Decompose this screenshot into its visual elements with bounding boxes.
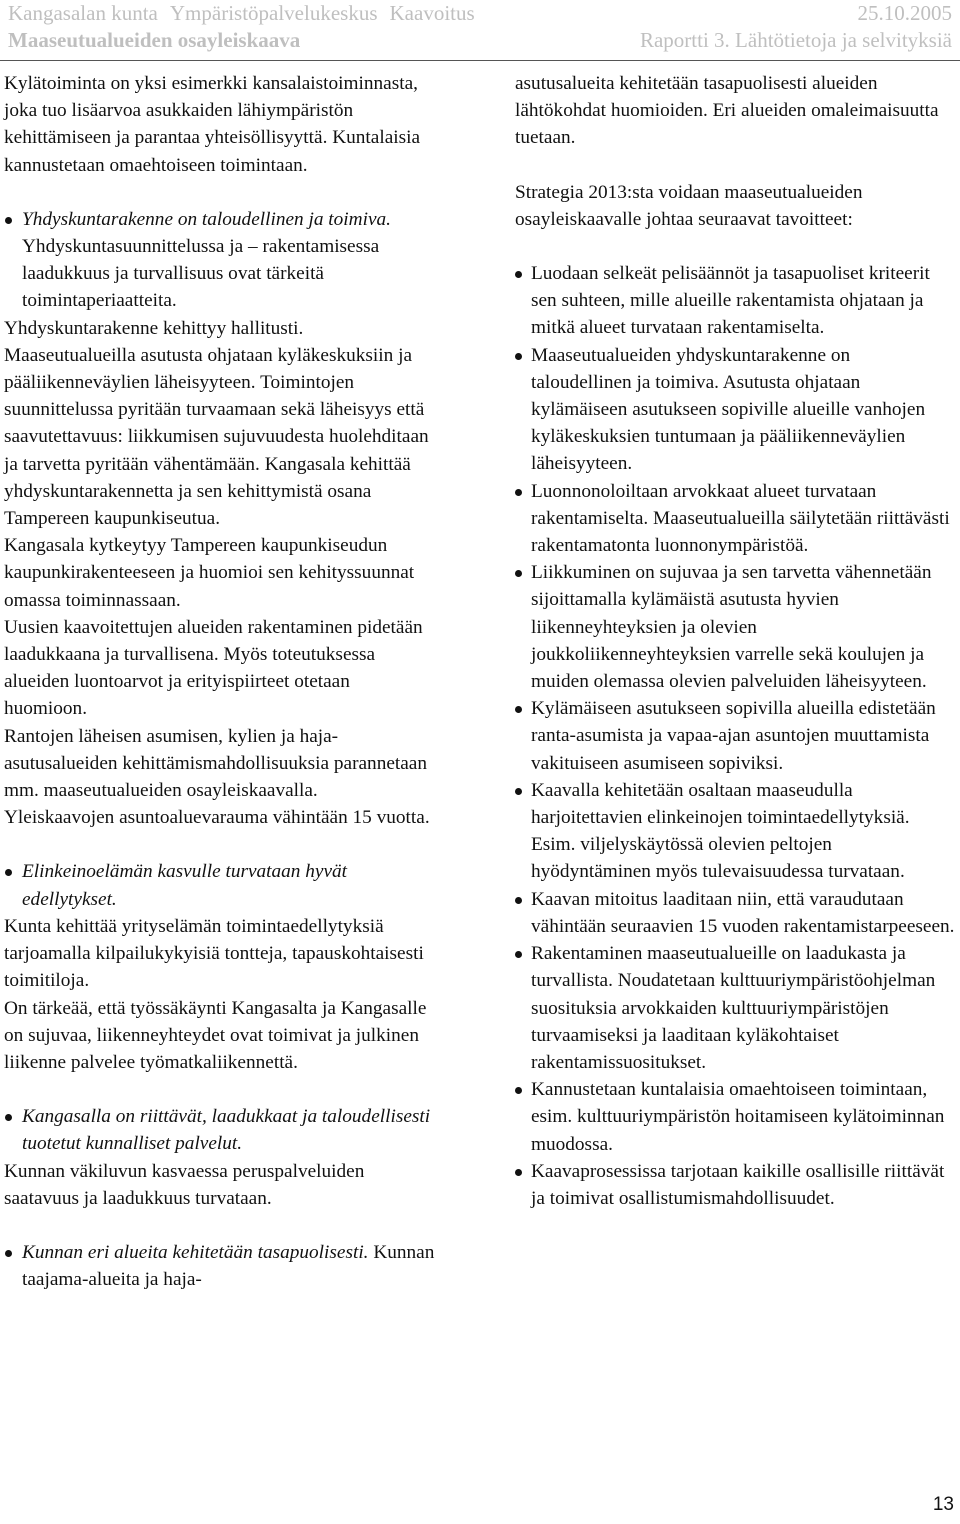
goal-bullet: Kannustetaan kuntalaisia omaehtoiseen toimintaan, esim. kulttuuriympäristön hoitamiseen kylätoiminnan muodossa. xyxy=(515,1076,955,1158)
bullet-item xyxy=(4,1103,436,1157)
bullet-item xyxy=(4,1239,436,1293)
paragraph: Kunnan väkiluvun kasvaessa peruspalveluiden saatavuus ja laadukkuus turvataan. xyxy=(4,1160,365,1209)
paragraph: Strategia 2013:sta voidaan maaseutualueiden osayleiskaavalle johtaa seuraavat tavoitteet: xyxy=(515,181,863,230)
paragraph: Uusien kaavoitettujen alueiden rakentaminen pidetään laadukkaana ja turvallisena. Myös toteutuksessa alueiden luontoarvot ja erityispiirteet otetaan huomioon. xyxy=(4,616,423,720)
bullet-heading: Elinkeinoelämän kasvulle turvataan hyvät edellytykset. xyxy=(22,861,348,910)
bullet-text: Kunnan taajama-alueita ja haja- xyxy=(22,1241,435,1291)
paragraph: Kunta kehittää yrityselämän toimintaedellytyksiä tarjoamalla kilpailukykyisiä tontteja, tapauskohtaisesti toimitiloja. xyxy=(4,915,424,992)
header-report: Raportti 3. Lähtötietoja ja selvityksiä xyxy=(639,28,952,52)
bullet-item xyxy=(4,206,436,315)
paragraph: On tärkeää, että työssäkäynti Kangasalta ja Kangasalle on sujuvaa, liikenneyhteydet ovat toimivat ja julkinen liikenne palvelee työmatkaliikennettä. xyxy=(4,997,427,1073)
left-column xyxy=(4,70,436,1293)
header-date: 25.10.2005 xyxy=(857,1,952,25)
bullet-heading: Kunnan eri alueita kehitetään tasapuolisesti. xyxy=(22,1241,369,1263)
bullet-heading: Kangasalla on riittävät, laadukkaat ja taloudellisesti tuotetut kunnalliset palvelut. xyxy=(22,1106,431,1155)
goal-bullet: Luodaan selkeät pelisäännöt ja tasapuoliset kriteerit sen suhteen, mille alueille rakentamista ohjataan ja mitkä alueet turvataan rakentamiselta. xyxy=(515,260,955,342)
goal-bullet: Liikkuminen on sujuvaa ja sen tarvetta vähennetään sijoittamalla kylämäistä asutusta hyvien liikenneyhteyksien ja olevien joukkoliikenneyhteyksien varrelle sekä koulujen ja muiden olemassa olevien palveluiden läheisyyteen. xyxy=(515,559,955,695)
paragraph: Yleiskaavojen asuntoaluevarauma vähintään 15 vuotta. xyxy=(4,807,430,829)
right-column xyxy=(515,70,955,1212)
bullet-text: Yhdyskuntasuunnittelussa ja – rakentamisessa laadukkuus ja turvallisuus ovat tärkeitä toimintaperiaatteita. xyxy=(22,236,380,312)
paragraph: Yhdyskuntarakenne kehittyy hallitusti. Maaseutualueilla asutusta ohjataan kyläkeskuksiin ja pääliikenneväylien läheisyyteen. Toimintojen suunnittelussa pyritään turvaamaan sekä läheisyys että saavutettavuus: liikkumisen sujuvuudesta huolehditaan ja tarvetta pyritään vähentämään. Kangasala kehittää yhdyskuntarakennetta ja sen kehittymistä osana Tampereen kaupunkiseutua. xyxy=(4,317,429,530)
paragraph: Kylätoiminta on yksi esimerkki kansalaistoiminnasta, joka tuo lisäarvoa asukkaiden lähiympäristön kehittämiseen ja parantaa yhteisöllisyyttä. Kuntalaisia kannustetaan omaehtoiseen toimintaan. xyxy=(4,73,421,176)
bullet-heading: Yhdyskuntarakenne on taloudellinen ja toimiva. xyxy=(22,208,391,230)
goal-bullet: Kaavan mitoitus laaditaan niin, että varaudutaan vähintään seuraavien 15 vuoden rakentamistarpeeseen. xyxy=(515,886,955,940)
paragraph: asutusalueita kehitetään tasapuolisesti alueiden lähtökohdat huomioiden. Eri alueiden omaleimaisuutta tuetaan. xyxy=(515,73,939,149)
page-number: 13 xyxy=(932,1494,954,1515)
goal-bullet: Maaseutualueiden yhdyskuntarakenne on taloudellinen ja toimiva. Asutusta ohjataan kylämäiseen asutukseen sopiville alueille vanhojen kyläkeskuksien tuntumaan ja pääliikenneväylien läheisyyteen. xyxy=(515,342,955,478)
goal-bullet: Kylämäiseen asutukseen sopivilla alueilla edistetään ranta-asumista ja vapaa-ajan asuntojen muuttamista vakituiseen asumiseen sopiviksi. xyxy=(515,695,955,777)
paragraph: Kangasala kytkeytyy Tampereen kaupunkiseudun kaupunkirakenteeseen ja huomioi sen kehityssuunnat omassa toiminnassaan. xyxy=(4,535,415,611)
goal-bullet: Kaavaprosessissa tarjotaan kaikille osallisille riittävät ja toimivat osallistumismahdollisuudet. xyxy=(515,1158,955,1212)
header-org-line xyxy=(8,1,487,26)
header-title: Maaseutualueiden osayleiskaava xyxy=(8,28,301,52)
bullet-item xyxy=(4,858,436,912)
goal-bullet: Luonnonoloiltaan arvokkaat alueet turvataan rakentamiselta. Maaseutualueilla säilytetään riittävästi rakentamatonta luonnonympäristöä. xyxy=(515,478,955,560)
header-dept: Ympäristöpalvelukeskus xyxy=(169,1,378,25)
header-unit: Kaavoitus xyxy=(389,1,475,25)
goal-bullet: Kaavalla kehitetään osaltaan maaseudulla harjoitettavien elinkeinojen toimintaedellytyksiä. Esim. viljelyskäytössä olevien peltojen hyödyntäminen myös tulevaisuudessa turvataan. xyxy=(515,777,955,886)
paragraph: Rantojen läheisen asumisen, kylien ja haja-asutusalueiden kehittämismahdollisuuksia parannetaan mm. maaseutualueiden osayleiskaavalla. xyxy=(4,725,428,802)
goal-bullet: Rakentaminen maaseutualueille on laadukasta ja turvallista. Noudatetaan kulttuuriympäristöohjelman suosituksia arvokkaiden kulttuuriympäristöjen turvaamiseksi ja laaditaan kyläkohtaiset rakentamissuositukset. xyxy=(515,940,955,1076)
header-org: Kangasalan kunta xyxy=(8,1,158,25)
page-header xyxy=(0,0,960,61)
